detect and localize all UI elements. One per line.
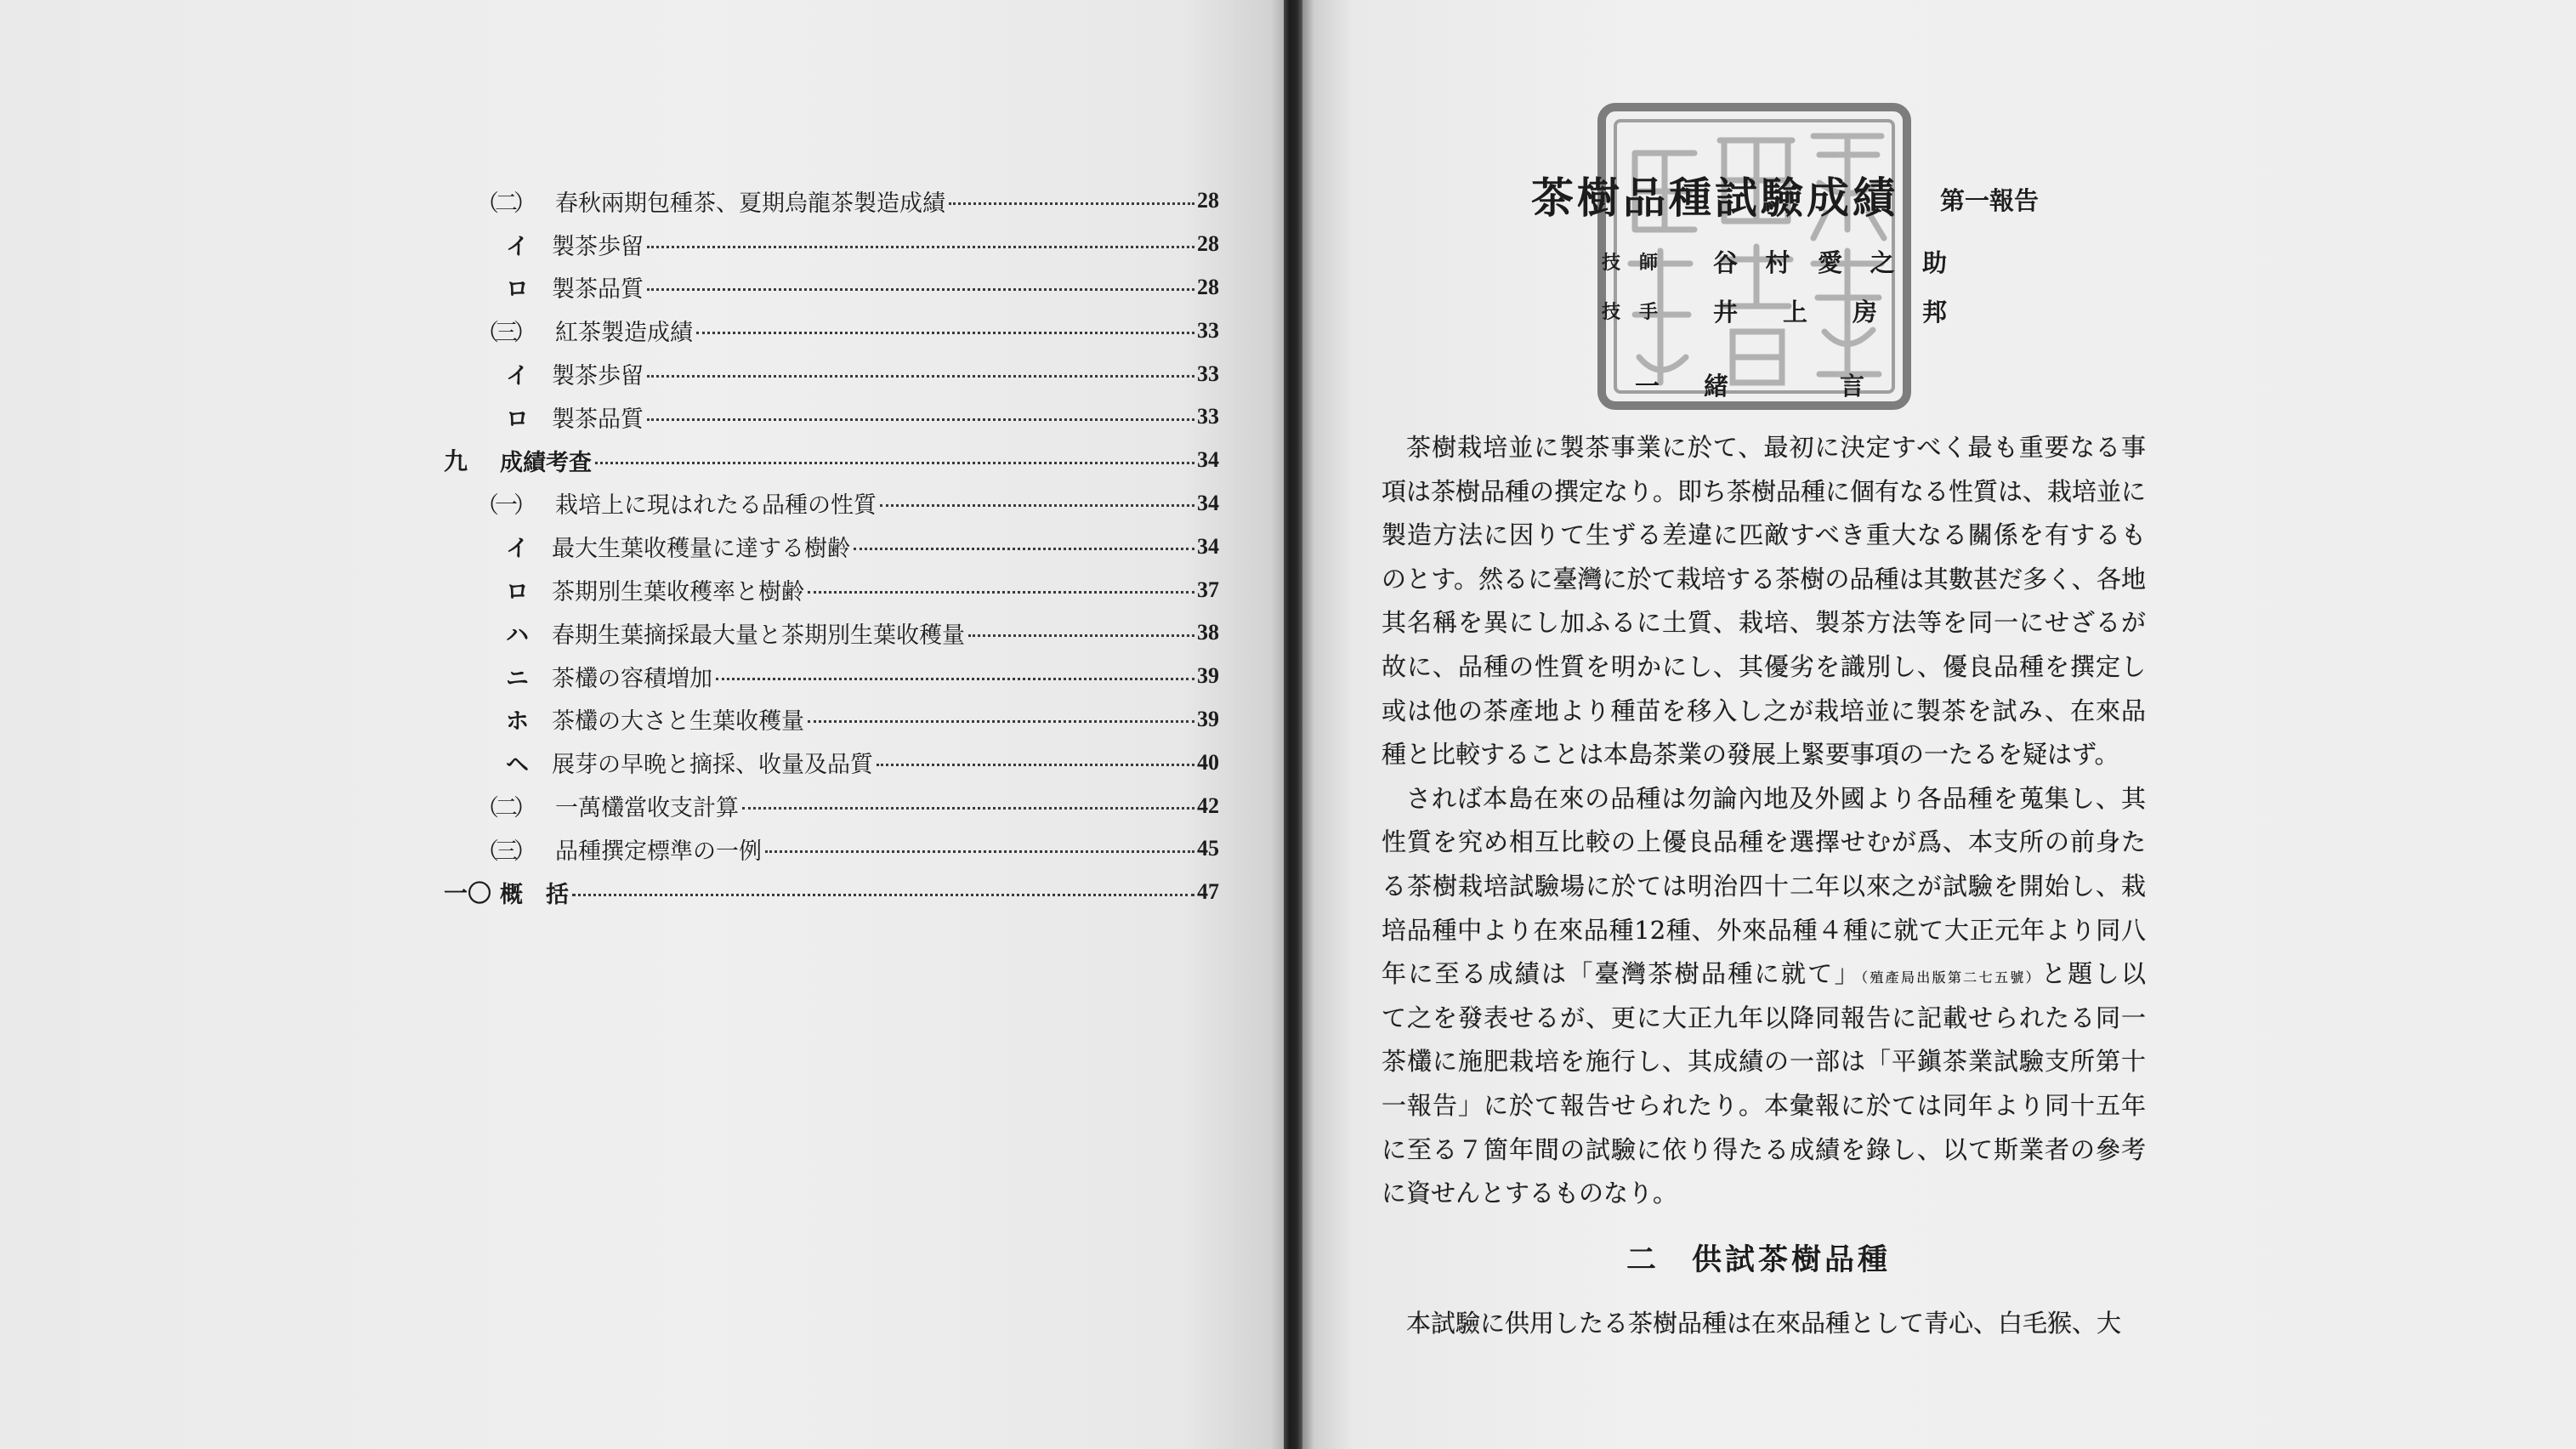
text-line: されば本島在來の品種は勿論內地及外國より各品種を蒐集し、其 <box>1406 783 2146 813</box>
text-line: 一報告」に於て報告せられたり。本彙報に於ては同年より同十五年 <box>1382 1090 2146 1120</box>
toc-entry <box>444 568 1219 611</box>
toc-entry-label: 最大生葉收穫量に達する樹齢 <box>552 536 850 563</box>
text-line: 項は茶樹品種の撰定なり。即ち茶樹品種に個有なる性質は、栽培並に <box>1382 476 2147 506</box>
toc-marker: イ <box>506 233 529 260</box>
text-line: 性質を究め相互比較の上優良品種を選擇せむが爲、本支所の前身た <box>1382 827 2146 857</box>
text-line <box>1382 952 2146 997</box>
author-name: 谷 村 愛 之 助 <box>1713 248 1947 277</box>
toc-entry <box>444 482 1219 526</box>
toc-marker: ロ <box>506 406 529 433</box>
toc-page-number: 33 <box>1197 317 1219 343</box>
toc-entry-label: 製茶品質 <box>552 276 644 304</box>
text-segment: 年に至る成績は「臺灣茶樹品種に就て」 <box>1382 959 1861 989</box>
toc-entry <box>444 223 1219 266</box>
toc-page-number: 45 <box>1197 836 1219 861</box>
toc-leader-dots <box>949 202 1194 205</box>
toc-marker: ヘ <box>506 752 529 779</box>
toc-leader-dots <box>765 850 1194 853</box>
toc-page-number: 38 <box>1197 620 1219 645</box>
toc-page-number: 34 <box>1197 533 1219 559</box>
toc-marker: （一） <box>476 492 532 520</box>
author-role: 技 師 <box>1602 252 1659 274</box>
toc-marker: イ <box>506 536 529 563</box>
toc-leader-dots <box>854 548 1194 550</box>
toc-entry <box>444 827 1219 871</box>
section-body <box>1382 1302 2146 1346</box>
toc-leader-dots <box>716 678 1194 680</box>
report-title: 茶樹品種試驗成績 <box>1531 173 1898 223</box>
text-line: 製造方法に因りて生ずる差違に匹敵すべき重大なる關係を有するも <box>1382 520 2146 550</box>
paragraph <box>1382 777 2146 1216</box>
toc-leader-dots <box>880 504 1194 507</box>
toc-page-number: 47 <box>1197 879 1219 905</box>
toc-marker: ロ <box>506 276 529 304</box>
book-gutter <box>1284 0 1302 1449</box>
toc-page-number: 28 <box>1197 231 1219 257</box>
toc-marker: （三） <box>476 838 532 865</box>
toc-page-number: 39 <box>1197 663 1219 689</box>
toc-entry <box>444 741 1219 784</box>
toc-entry <box>444 698 1219 742</box>
toc-entry <box>444 309 1219 352</box>
toc-marker: イ <box>506 363 529 390</box>
toc-entry <box>444 439 1219 482</box>
text-line: 培品種中より在來品種12種、外來品種４種に就て大正元年より同八 <box>1382 915 2146 945</box>
toc-leader-dots <box>877 764 1194 766</box>
text-line: に資せんとするものなり。 <box>1382 1179 1678 1208</box>
toc-entry-label: 栽培上に現はれたる品種の性質 <box>555 492 877 520</box>
toc-entry <box>444 525 1219 568</box>
toc-leader-dots <box>647 375 1194 378</box>
text-line: 故に、品種の性質を明かにし、其優劣を識別し、優良品種を撰定し <box>1382 651 2146 681</box>
toc-marker: ハ <box>506 622 529 649</box>
text-line: 本試驗に供用したる茶樹品種は在來品種として青心、白毛猴、大 <box>1406 1309 2122 1338</box>
toc-leader-dots <box>647 418 1194 421</box>
toc-page-number: 39 <box>1197 706 1219 731</box>
text-line: 其名稱を異にし加ふるに土質、栽培、製茶方法等を同一にせざるが <box>1382 608 2146 638</box>
toc-marker: （二） <box>476 190 532 217</box>
paragraph <box>1382 1302 2146 1346</box>
toc-leader-dots <box>595 462 1194 464</box>
toc-entry <box>444 179 1219 223</box>
toc-marker: （二） <box>476 795 532 822</box>
toc-page-number: 34 <box>1197 490 1219 515</box>
toc-entry <box>444 266 1219 310</box>
toc-entry-label: 一萬欉當收支計算 <box>555 795 739 822</box>
toc-entry-label: 茶欉の大さと生葉收穫量 <box>552 708 804 736</box>
toc-page-number: 40 <box>1197 749 1219 775</box>
text-line: に至る７箇年間の試驗に依り得たる成績を錄し、以て斯業者の參考 <box>1382 1134 2146 1164</box>
toc-entry-label: 製茶品質 <box>552 406 644 433</box>
toc-marker: ロ <box>506 579 529 606</box>
toc-page-number: 28 <box>1197 188 1219 213</box>
toc-entry <box>444 655 1219 698</box>
toc-entry <box>444 611 1219 655</box>
toc-leader-dots <box>572 894 1194 896</box>
toc-page-number: 37 <box>1197 577 1219 602</box>
text-line: る茶樹栽培試驗場に於ては明治四十二年以來之が試驗を開始し、栽 <box>1382 871 2146 901</box>
author-role: 技 手 <box>1602 301 1659 323</box>
left-page <box>0 0 1284 1449</box>
toc-marker: ニ <box>506 665 529 692</box>
toc-leader-dots <box>742 807 1194 810</box>
toc-marker: 一〇 <box>444 879 492 908</box>
toc-entry-label: 展芽の早晩と摘採、收量及品質 <box>552 752 873 779</box>
toc-entry <box>444 352 1219 395</box>
toc-leader-dots <box>968 634 1194 637</box>
toc-marker: （三） <box>476 320 532 347</box>
toc-entry-label: 成績考査 <box>500 449 592 476</box>
toc-page-number: 33 <box>1197 361 1219 386</box>
report-number: 第一報告 <box>1940 186 2040 215</box>
toc-marker: ホ <box>506 708 529 736</box>
toc-entry <box>444 871 1219 914</box>
section-heading: 供試茶樹品種 <box>1692 1242 1892 1277</box>
toc-entry-label: 紅茶製造成績 <box>555 320 693 347</box>
text-segment: と題し以 <box>2040 959 2146 989</box>
toc-entry <box>444 395 1219 439</box>
toc-page-number: 42 <box>1197 793 1219 818</box>
toc-entry-label: 春期生葉摘採最大量と茶期別生葉收穫量 <box>552 622 965 649</box>
toc-entry-label: 茶欉の容積増加 <box>552 665 712 692</box>
toc-marker: 九 <box>444 447 468 476</box>
toc-leader-dots <box>647 288 1194 291</box>
toc-entry-label: 春秋兩期包種茶、夏期烏龍茶製造成績 <box>555 190 945 217</box>
toc-entry <box>444 784 1219 827</box>
toc-entry-label: 品種撰定標準の一例 <box>555 838 762 865</box>
text-line: 種と比較することは本島茶業の發展上緊要事項の一たるを疑はず。 <box>1382 740 2119 770</box>
toc-leader-dots <box>808 720 1194 723</box>
citation-note: （殖產局出版第二七五號） <box>1860 969 2041 986</box>
section-heading: 緒 言 <box>1704 372 1909 401</box>
text-line: のとす。然るに臺灣に於て栽培する茶樹の品種は其數甚だ多く、各地 <box>1382 564 2146 594</box>
toc-page-number: 28 <box>1197 274 1219 299</box>
table-of-contents <box>444 179 1219 914</box>
paragraph <box>1382 426 2146 777</box>
toc-leader-dots <box>647 246 1194 248</box>
section-number: 一 <box>1635 372 1660 401</box>
text-line: 或は他の茶產地より種苗を移入し之が栽培並に製茶を試み、在來品 <box>1382 696 2146 725</box>
section-number: 二 <box>1626 1242 1657 1277</box>
author-name: 井 上 房 邦 <box>1713 298 1947 327</box>
toc-entry-label: 製茶歩留 <box>552 363 644 390</box>
toc-entry-label: 茶期別生葉收穫率と樹齢 <box>552 579 804 606</box>
toc-leader-dots <box>696 332 1194 334</box>
toc-entry-label: 製茶歩留 <box>552 233 644 260</box>
section-body <box>1382 426 2146 1216</box>
text-line: 茶欉に施肥栽培を施行し、其成績の一部は「平鎭茶業試驗支所第十 <box>1382 1047 2146 1077</box>
toc-page-number: 34 <box>1197 447 1219 473</box>
toc-entry-label: 概 括 <box>500 881 569 908</box>
text-line: て之を發表せるが、更に大正九年以降同報告に記載せられたる同一 <box>1382 1003 2146 1032</box>
toc-page-number: 33 <box>1197 404 1219 429</box>
toc-leader-dots <box>808 591 1194 594</box>
text-line: 茶樹栽培並に製茶事業に於て、最初に決定すべく最も重要なる事 <box>1406 433 2146 462</box>
